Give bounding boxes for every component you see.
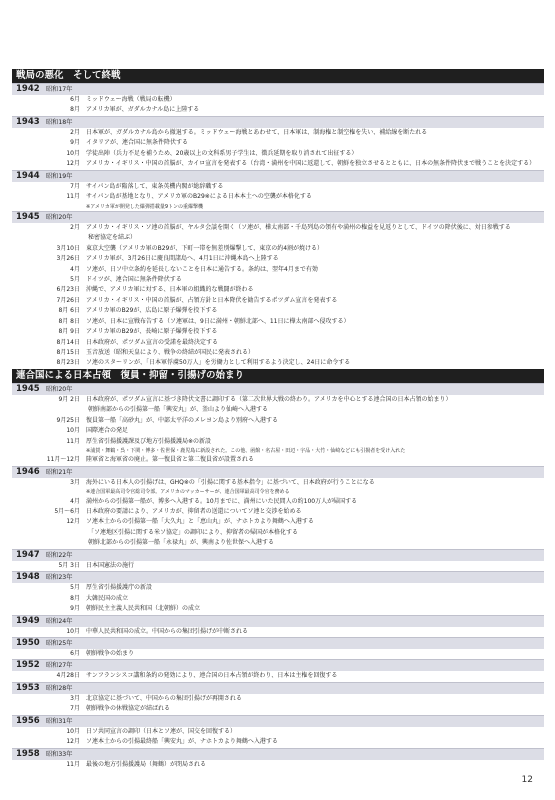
event-date: 5月〜6月 (54, 508, 80, 516)
year-row (12, 748, 544, 760)
event-row (12, 149, 544, 159)
event-text: 海外にいる日本人の引揚げは、GHQ※の「引揚に関する基本指令」に基づいて、日本政府が行うことになる (86, 478, 375, 486)
event-date: 5月 3日 (58, 561, 80, 569)
event-text: サンフランシスコ講和条約の発効により、連合国の日本占領が終わり、日本は主権を回復する (86, 672, 338, 680)
event-row (12, 594, 544, 604)
year-label: 1953 (16, 682, 40, 693)
event-date: 8月15日 (56, 349, 80, 357)
event-text: ソ連が、日本に宣戦布告する（ソ連軍は、9日に満州・朝鮮北部へ、11日に樺太南部へ侵攻する） (86, 317, 350, 325)
year-row (12, 615, 544, 627)
event-text: 日本政府が、ポツダム宣言に基づき降伏文書に調印する（第二次世界大戦の終わり。アメリカを中心とする連合国の日本占領の始まり） (86, 395, 452, 403)
event-row (12, 455, 544, 465)
event-row (12, 254, 544, 264)
event-text: 大韓民国の成立 (86, 594, 129, 602)
year-row (12, 83, 544, 95)
timeline-page (12, 69, 544, 770)
year-row (12, 715, 544, 727)
event-row (12, 233, 544, 243)
event-row (12, 737, 544, 747)
event-date: 2月 (70, 223, 80, 231)
event-date: 11月 (66, 760, 80, 768)
event-row (12, 760, 544, 770)
event-text: 最後の地方引揚援護局（舞鶴）が閉局される (86, 760, 207, 768)
event-row (12, 649, 544, 659)
year-label: 1950 (16, 637, 40, 648)
event-text: 中華人民共和国の成立。中国からの集団引揚げが中断される (86, 627, 249, 635)
event-text: 東京大空襲（アメリカ軍のB29が、下町一帯を無差別爆撃して、東京の約4割が焼ける） (86, 244, 324, 252)
year-row (12, 466, 544, 478)
event-date: 3月 (70, 694, 80, 702)
year-label: 1949 (16, 615, 40, 626)
event-date: 9月25日 (56, 416, 80, 424)
era-label: 昭和24年 (46, 617, 73, 625)
event-date: 4月28日 (56, 672, 80, 680)
year-row (12, 549, 544, 561)
event-date: 9月 (70, 139, 80, 147)
event-text: ソ連のスターリンが、「日本軍俘虜50万人」を労働力として利用するよう決定し、24日に命令する (86, 359, 351, 367)
era-label: 昭和27年 (46, 662, 73, 670)
event-row (12, 159, 544, 169)
event-text: 沖縄で、アメリカ軍に対する、日本軍の組織的な戦闘が終わる (86, 286, 254, 294)
year-row (12, 170, 544, 182)
event-text: アメリカ軍のB29が、広島に原子爆弾を投下する (86, 307, 218, 315)
section-heading: 連合国による日本占領 復員・抑留・引揚げの始まり (12, 369, 544, 383)
event-date: 8月 (70, 106, 80, 114)
event-text: 日本軍が、ガダルカナル島から撤退する。ミッドウェー海戦とあわせて、日本軍は、制海権と制空権を失い、補給線を断たれる (86, 128, 428, 136)
event-text: 満州からの引揚第一船が、博多へ入港する。10月までに、満州にいた民間人の約100万人が帰国する (86, 497, 358, 505)
event-text: 朝鮮南部からの引揚第一船「興安丸」が、釜山より仙崎へ入港する (88, 406, 269, 414)
section-heading: 戦局の悪化 そして終戦 (12, 69, 544, 83)
event-date: 10月 (66, 149, 80, 157)
event-text: 日本政府の要請により、アメリカが、抑留者の送還についてソ連と交渉を始める (86, 508, 302, 516)
year-row (12, 116, 544, 128)
event-text: 厚生省引揚援護庁の新設 (86, 584, 153, 592)
era-label: 昭和17年 (46, 86, 73, 93)
event-date: 5月 (70, 275, 80, 283)
event-date: 11月〜12月 (46, 456, 80, 464)
event-date: 12月 (66, 738, 80, 746)
event-text: 日本政府が、ポツダム宣言の受諾を最終決定する (86, 338, 218, 346)
event-row (12, 405, 544, 415)
year-label: 1956 (16, 715, 40, 726)
footnote-text: ※アメリカ軍が開発した爆弾搭載量9トンの重爆撃機 (86, 203, 204, 210)
event-row (12, 561, 544, 571)
event-date: 10月 (66, 727, 80, 735)
event-date: 10月 (66, 627, 80, 635)
year-label: 1945 (16, 383, 40, 394)
event-date: 8月 6日 (58, 307, 80, 315)
page-number: 12 (521, 775, 533, 785)
year-label: 1948 (16, 572, 40, 583)
year-label: 1944 (16, 170, 40, 181)
footnote-row (12, 447, 544, 455)
event-text: 復員第一船「高砂丸」が、中部太平洋のメレヨン島より別府へ入港する (86, 416, 279, 424)
era-label: 昭和20年 (46, 385, 73, 393)
era-label: 昭和33年 (46, 750, 73, 758)
event-text: ソ連本土からの引揚最終船「興安丸」が、ナホトカより舞鶴へ入港する (86, 738, 278, 746)
event-text: アメリカ・イギリス・中国の首脳が、占領方針と日本降伏を勧告するポツダム宣言を発表する (86, 296, 338, 304)
event-text: 秘密協定を結ぶ） (88, 234, 137, 242)
event-text: 北京協定に基づいて、中国からの集団引揚げが再開される (86, 694, 242, 702)
event-row (12, 182, 544, 192)
event-row (12, 128, 544, 138)
event-date: 5月 (70, 584, 80, 592)
year-row (12, 682, 544, 694)
era-label: 昭和18年 (46, 118, 73, 126)
event-row (12, 604, 544, 614)
event-row (12, 727, 544, 737)
year-label: 1952 (16, 660, 40, 671)
event-row (12, 538, 544, 548)
event-text: アメリカ軍が、ガダルカナル島に上陸する (86, 106, 200, 114)
event-date: 12月 (66, 160, 80, 168)
event-text: ミッドウェー海戦（戦局の転機） (86, 96, 176, 103)
event-row (12, 95, 544, 105)
year-row (12, 571, 544, 583)
event-row (12, 265, 544, 275)
event-date: 6月 (70, 649, 80, 657)
era-label: 昭和20年 (46, 213, 73, 221)
event-date: 11月 (66, 437, 80, 445)
event-text: 朝鮮戦争の始まり (86, 649, 135, 657)
event-date: 7月 (70, 182, 80, 190)
event-date: 8月 8日 (58, 317, 80, 325)
event-date: 8月23日 (56, 359, 80, 367)
event-text: 厚生省引揚援護課及び地方引揚援護局※の新設 (86, 437, 212, 445)
event-row (12, 528, 544, 538)
year-row (12, 659, 544, 671)
event-row (12, 358, 544, 368)
event-date: 2月 (70, 128, 80, 136)
year-label: 1945 (16, 211, 40, 222)
event-row (12, 416, 544, 426)
event-row (12, 327, 544, 337)
event-date: 10月 (66, 427, 80, 435)
event-row (12, 296, 544, 306)
event-date: 4月 (70, 265, 80, 273)
era-label: 昭和19年 (46, 172, 73, 180)
event-row (12, 671, 544, 681)
event-row (12, 285, 544, 295)
era-label: 昭和28年 (46, 684, 73, 692)
event-text: 朝鮮民主主義人民共和国（北朝鮮）の成立 (86, 605, 201, 613)
event-row (12, 244, 544, 254)
event-row (12, 478, 544, 488)
event-date: 3月26日 (56, 255, 80, 263)
event-date: 8月 9日 (58, 328, 80, 336)
event-text: ソ連本土からの引揚第一船「大久丸」と「恵山丸」が、ナホトカより舞鶴へ入港する (86, 518, 314, 526)
event-text: サイパン島が陥落して、東条英機内閣が総辞職する (86, 182, 224, 190)
era-label: 昭和31年 (46, 717, 73, 725)
event-date: 7月26日 (56, 296, 80, 304)
event-row (12, 517, 544, 527)
event-date: 8月14日 (56, 338, 80, 346)
event-row (12, 223, 544, 233)
event-row (12, 275, 544, 285)
event-text: 玉音放送（昭和天皇により、戦争の終結が国民に発表される） (86, 349, 255, 357)
era-label: 昭和25年 (46, 639, 73, 647)
event-text: 日本国憲法の施行 (86, 561, 135, 569)
event-row (12, 583, 544, 593)
year-row (12, 637, 544, 649)
event-row (12, 306, 544, 316)
event-text: アメリカ軍が、3月26日に慶良間諸島へ、4月1日に沖縄本島へ上陸する (86, 255, 279, 263)
event-text: イタリアが、連合国に無条件降伏する (86, 139, 189, 147)
year-label: 1947 (16, 549, 40, 560)
event-date: 4月 (70, 497, 80, 505)
event-text: ソ連が、日ソ中立条約を延長しないことを日本に通告する。条約は、翌年4月まで有効 (86, 265, 318, 273)
event-row (12, 348, 544, 358)
event-row (12, 192, 544, 202)
event-row (12, 694, 544, 704)
event-date: 3月 (70, 478, 80, 486)
event-row (12, 497, 544, 507)
event-date: 11月 (66, 193, 80, 201)
event-row (12, 138, 544, 148)
year-label: 1943 (16, 116, 40, 127)
footnote-text: ※連合国軍最高司令官総司令部。アメリカのマッカーサーが、連合国軍最高司令官を務める (86, 489, 290, 496)
footnote-text: ※浦賀・舞鶴・呉・下関・博多・佐世保・鹿児島に新設された。この他、函館・名古屋・田辺・宇品・大竹・仙崎などにも引揚者を受け入れた (86, 448, 406, 455)
event-text: 朝鮮戦争の休戦協定が結ばれる (86, 705, 171, 713)
event-text: 「ソ連地区引揚に関する米ソ協定」の調印により、抑留者の帰国が本格化する (88, 528, 299, 536)
event-date: 7月 (70, 705, 80, 713)
event-text: アメリカ軍のB29が、長崎に原子爆弾を投下する (86, 328, 218, 336)
event-text: 朝鮮北部からの引揚第一船「永禄丸」が、興南より佐世保へ入港する (88, 539, 275, 547)
footnote-row (12, 203, 544, 211)
year-row (12, 211, 544, 223)
event-date: 6月23日 (56, 286, 80, 294)
footnote-row (12, 488, 544, 496)
year-label: 1946 (16, 466, 40, 477)
event-text: 国際連合の発足 (86, 427, 129, 435)
year-row (12, 383, 544, 395)
event-date: 3月10日 (56, 244, 80, 252)
event-row (12, 317, 544, 327)
event-text: 陸軍省と海軍省の廃止。第一復員省と第二復員省が設置される (86, 456, 255, 464)
event-date: 12月 (66, 518, 80, 526)
year-label: 1942 (16, 84, 40, 94)
event-text: サイパン島が基地となり、アメリカ軍のB29※による日本本土への空襲が本格化する (86, 193, 312, 201)
event-row (12, 507, 544, 517)
event-text: 学徒出陣（兵力不足を補うため、20歳以上の文科系男子学生は、徴兵延期を取り消されて出征する） (86, 149, 358, 157)
event-date: 8月 (70, 594, 80, 602)
year-label: 1958 (16, 748, 40, 759)
event-text: アメリカ・イギリス・中国の首脳が、カイロ宣言を発表する（台湾・満州を中国に返還して、朝鮮を独立させるとともに、日本の無条件降伏まで戦うことを決定する） (86, 160, 536, 168)
event-date: 9月 2日 (58, 395, 80, 403)
era-label: 昭和23年 (46, 574, 73, 582)
era-label: 昭和22年 (46, 551, 73, 559)
event-row (12, 105, 544, 115)
event-date: 9月 (70, 605, 80, 613)
event-row (12, 338, 544, 348)
event-text: ドイツが、連合国に無条件降伏する (86, 275, 182, 283)
event-row (12, 426, 544, 436)
event-text: 日ソ共同宣言の調印（日本とソ連が、国交を回復する） (86, 727, 237, 735)
event-row (12, 627, 544, 637)
event-row (12, 437, 544, 447)
era-label: 昭和21年 (46, 468, 73, 476)
event-text: アメリカ・イギリス・ソ連の首脳が、ヤルタ会談を開く（ソ連が、樺太南部・千島列島の領有や満州の権益を見返りとして、ドイツの降伏後に、対日参戦する (86, 223, 511, 231)
event-row (12, 395, 544, 405)
event-date: 6月 (70, 96, 80, 103)
event-row (12, 704, 544, 714)
